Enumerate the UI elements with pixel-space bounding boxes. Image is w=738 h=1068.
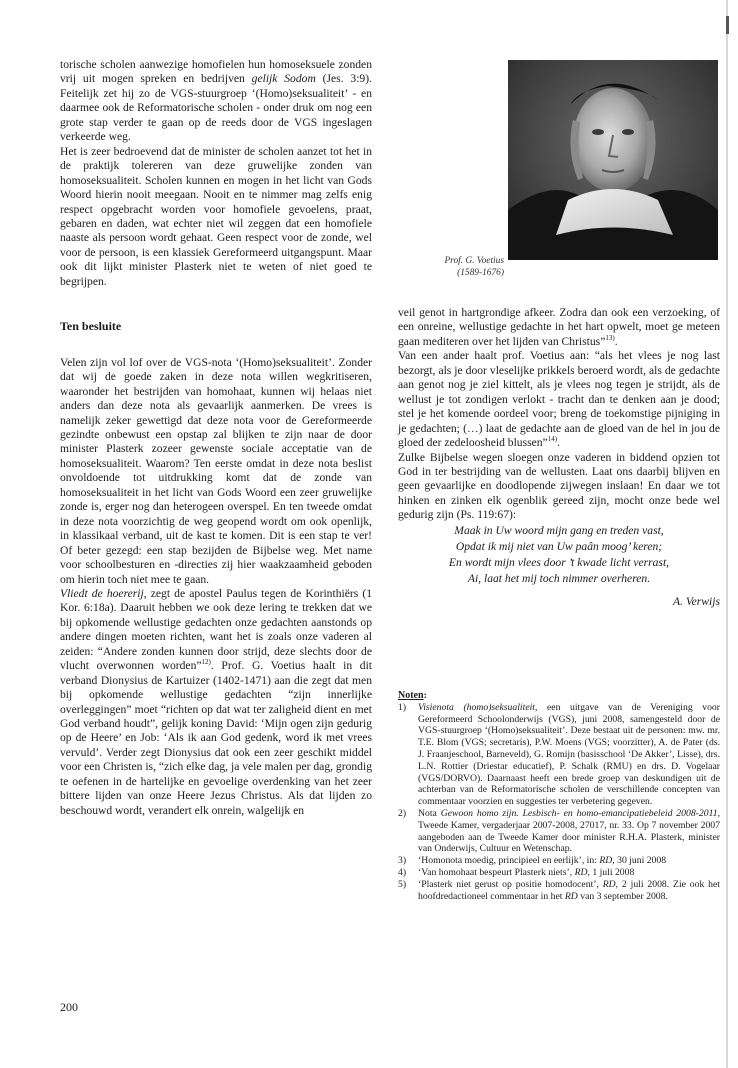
page-edge [726, 0, 728, 1068]
left-paragraph-3: Velen zijn vol lof over de VGS-nota ‘(Homo)seksualiteit’. Zonder dat wij de goede zaken in deze nota willen wegkritiseren, waaronder het bestrijden van homohaat, kunnen wij helaas niet anders dan deze nota als gevaarlijk aanmerken. De vrees is namelijk zeker gewettigd dat deze nota voor de Gereformeerde gezindte onbewust een opstap zal blijken te zijn naar de door minister Plasterk zozeer gewenste sociale acceptatie van de homoseksualiteit. Waarom? Ten eerste omdat in deze nota beslist onvoldoende tot uitdrukking komt dat de zonde van homoseksualiteit in het licht van Gods Woord een zeer gruwelijke zonde is, erger nog dan heterogeen overspel. En ten tweede omdat in deze nota voorzichtig de weg geopend wordt om ook openlijk, in klassikaal verband, uit de kast te komen. Dit is een stap te ver! Of beter gezegd: een stap bezijden de Bijbelse weg. Met name voor schoolbesturen en -directies zij hier waakzaamheid geboden om hierin toch niet mee te gaan. [60, 355, 372, 586]
footnote-ref: 14) [547, 435, 558, 444]
footnote-ref: 12) [201, 658, 211, 667]
emphasis-text: gelijk Sodom [251, 72, 316, 86]
page-number: 200 [60, 1000, 78, 1014]
poem-line: Ai, laat het mij toch nimmer overheren. [467, 571, 651, 585]
page-edge-mark [726, 16, 729, 34]
footnote-item: 1) Visienota (homo)seksualiteit, een uitgave van de Vereniging voor Gereformeerd Schoolonderwijs (VGS), juni 2008, samengesteld door de VGS-stuurgroep ‘(Homo)seksualiteit’. Deze bestaat uit de personen: mw. mr. T.E. Blom (VGS; secretaris), P.W. Moens (VGS; voorzitter), A. de Pater (ds. J. Fraanjeschool, Barneveld), G. Romijn (basisschool ‘De Akker’, Lisse), drs. L.N. Rottier (Driestar educatief), P. Schalk (RMU) en drs. D. Vogelaar (VGS/DORVO). Daarnaast heeft een brede groep van deskundigen uit de achterban van de Reformatorische scholen de verschillende concepten van commentaar voorzien en suggesties ter verbetering gegeven. [398, 701, 721, 808]
emphasis-text: Vliedt de hoererij [60, 586, 144, 600]
portrait-caption: Prof. G. Voetius (1589-1676) [444, 256, 504, 278]
left-paragraph-2: Het is zeer bedroevend dat de minister de scholen aanzet tot het in de praktijk tolereren van deze gruwelijke zonden van homoseksualiteit. Scholen kunnen en mogen in het licht van Gods Woord hierin nooit meegaan. Nooit en te nimmer mag zelfs enig respect opgebracht worden voor homofiele gevoelens, praat, gebaren en daden, wat echter niet wil zeggen dat een homofiele naaste als persoon wordt gehaat. Geen respect voor de zonde, wel voor de persoon, is een klassiek Gereformeerd uitgangspunt. Maar ook dit lijkt minister Plasterk niet te weten of niet goed te begrijpen. [60, 144, 372, 288]
left-column [60, 58, 372, 818]
notes-heading: Noten: [398, 690, 427, 701]
left-paragraph-1: torische scholen aanwezige homofielen hun homoseksuele zonden vrij uit mogen spreken en bedrijven gelijk Sodom (Jes. 3:9). Feitelijk zet hij zo de VGS-stuurgroep ‘(Homo)seksualiteit’ - en daarmee ook de Reformatorische scholen - onder druk om nog een grote stap verder te gaan op de reeds door de VGS ingeslagen verkeerde weg. [60, 58, 372, 144]
psalm-verse [398, 523, 720, 587]
section-heading: Ten besluite [60, 319, 122, 334]
footnote-item: 3) ‘Homonota moedig, principieel en eerlijk’, in: RD, 30 juni 2008 [398, 855, 667, 867]
footnote-item: 5) ‘Plasterk niet gerust op positie homodocent’, RD, 2 juli 2008. Zie ook het hoofdredactioneel commentaar in het RD van 3 september 2008. [398, 878, 720, 902]
right-paragraph-3: Zulke Bijbelse wegen sloegen onze vaderen in biddend opzien tot God in ter bestrijding van de wellusten. Laat ons daarbij blijven en geen gevaarlijke en doodlopende zijwegen inslaan! En daar we tot hinken en zinken elk ogenblik gereed zijn, mocht onze bede wel gedurig zijn (Ps. 119:67): [398, 450, 720, 522]
right-paragraph-1: veil genot in hartgrondige afkeer. Zodra dan ook een verzoeking, of een onreine, wellustige gedachte in het hart opwelt, moet ge meteen gaan mediteren over het lijden van Christus”$^{13)}$. [398, 306, 720, 348]
footnote-ref: 13) [605, 334, 615, 343]
footnote-item: 4) ‘Van homohaat bespeurt Plasterk niets’, RD, 1 juli 2008 [398, 866, 635, 878]
left-paragraph-4: Vliedt de hoererij, zegt de apostel Paulus tegen de Korinthiërs (1 Kor. 6:18a). Daaruit hebben we ook deze lering te trekken dat we bij opkomende wellustige gedachten onze gedachten aanstonds op andere dingen moeten richten, want het is zoals onze vaderen al zeiden: “Andere zonden kunnen door strijd, deze slechts door de vlucht overwonnen worden”$^{12)}$. Prof. G. Voetius haalt in dit verband Dionysius de Kartuizer (1402-1471) aan die zegt dat men bij opkomende wellustige gedachten “zijn innerlijke overleggingen” moet “richten op dat wat ter zaligheid dient en met God verband houdt”, gelijk koning David: ‘Mijn ogen zijn gedurig op de Heere’ en Job: ‘Als ik aan God gedenk, word ik met vrees vervuld’. Verder zegt Dionysius dat ook een zeer geschikt middel voor een Christen is, “zich elke dag, ja vele malen per dag, grondig te oefenen in de hartelijke en gevoelige overdenking van het zeer bittere lijden van onze Heere Jezus Christus. Als dat lijden zo beschouwd wordt, verandert elk onrein, walgelijk en [60, 586, 373, 817]
portrait-figure [508, 60, 718, 260]
poem-line: En wordt mijn vlees door ’t kwade licht verrast, [448, 555, 670, 569]
portrait-image [508, 60, 718, 260]
right-paragraph-2: Van een ander haalt prof. Voetius aan: “als het vlees je nog last bezorgt, als je door vleselijke prikkels beroerd wordt, als de gedachte aan genot nog je ziel kittelt, als je vlees nog tegen je strijdt, als de wellust je tot zondigen verlokt - tracht dan te denken aan je dood; stel je het komende oordeel voor; breng de toekomstige pijniging in je gedachten; (…) laat de gedachte aan de gloed van de hel in jou de gloed der zedeloosheid blussen”$^{14)}$. [398, 349, 720, 450]
poem-line: Maak in Uw woord mijn gang en treden vast, [454, 523, 664, 537]
author-signature: A. Verwijs [672, 594, 720, 608]
poem-line: Opdat ik mij niet van Uw paân moog’ keren; [455, 539, 663, 553]
right-column [398, 306, 720, 609]
footnote-item: 2) Nota Gewoon homo zijn. Lesbisch- en homo-emancipatiebeleid 2008-2011, Tweede Kamer, vergaderjaar 2007-2008, 27017, nr. 33. Op 7 november 2007 aangeboden aan de Tweede Kamer door minister R.H.A. Plasterk, minister van Onderwijs, Cultuur en Wetenschap. [398, 807, 720, 855]
footnotes [398, 690, 720, 902]
